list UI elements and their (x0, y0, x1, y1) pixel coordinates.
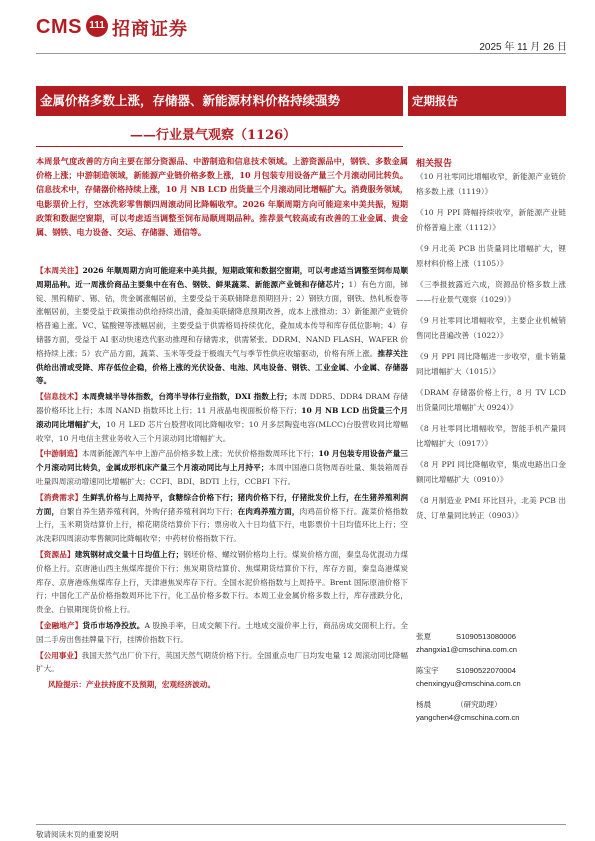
section-text: 我国天然气出厂价下行，英国天然气期货价格下行。全国重点电厂日均发电量 12 周滚动同比降幅扩大。 (36, 650, 408, 674)
section-text-2: 肉鸡苗价格下行。蔬菜价格指数上行，玉米期货结算价上行，棉花期货结算价下行；票房收入十日均值下行，电影票价十日均值环比上行；空冰洗彩四周滚动零售额同比降幅收窄；中药材价格指数下行。 (36, 506, 409, 544)
section-utilities (36, 649, 408, 677)
analyst-name: 陈宝宇 (416, 666, 439, 675)
section-it (36, 390, 408, 445)
section-text: 钢坯价格、螺纹钢价格均上行。煤炭价格方面，秦皇岛优混动力煤价格上行。京唐港山西主焦煤库提价下行；焦炭期货结算价、焦煤期货结算价下行，库存方面，秦皇岛港煤炭库存、京唐港炼焦煤库存上行，天津港焦炭库存下行。全国水泥价格指数与上周持平。Brent 国际原油价格下行；中国化工产品价格指数周环比下行，化工品价格多数下行。本周工业金属价格多数上行，库存涨跌分化，贵金、白银期现货价格上行。 (36, 549, 409, 615)
section-bold: 生鲜乳价格与上周持平，食糖综合价格下行；猪肉价格下行，仔猪批发价上行，在生猪养殖利润方面， (36, 492, 409, 516)
section-text: 本周新能源汽车中上游产品价格多数上涨；光伏价格指数周环比下行； (81, 449, 319, 459)
section-text: A 股换手率，日成交额下行。土地成交溢价率上行，商品房成交面积上行。全国二手房出售挂牌量下行，挂牌价指数下行。 (36, 620, 409, 644)
section-tag: 【消费需求】 (36, 492, 83, 502)
related-report-link[interactable]: 《9 月北美 PCB 出货量同比增幅扩大，锂原材料价格上涨（1105）》 (416, 244, 566, 268)
section-bold: 2026 年顺周期方向可能迎来中美共振，短期政策和数据空窗期，可以考虑适当调整至饲布局顺周期品种。近一周涨价商品主要集中在有色、钢铁、鲜果蔬菜、新能源产业链和存储芯片； (36, 266, 409, 289)
section-tag: 【信息技术】 (36, 392, 82, 402)
report-body (36, 264, 408, 694)
report-type: 定期报告 (408, 86, 566, 116)
analyst-cert: （研究助理） (456, 700, 502, 709)
summary-paragraph: 本周景气度改善的方向主要在部分资源品、中游制造和信息技术领域。上游资源品中，钢铁、多数金属价格上涨；中游制造领域，新能源产业链价格多数上涨，10 月包装专用设备产量三个月滚动同比转负。信息技术中，存储器价格持续上涨，10 月 NB LCD 出货量三个月滚动同比增幅扩大。消费服务领域，电影票价上行，空冰洗彩零售额四周滚动同比降幅收窄。2026 年顺周期方向可能迎来中美共振，短期政策和数据空窗期，可以考虑适当调整至饲布局顺周期品种。推荐景气较高或有改善的工业金属、贵金属、钢铁、电力设备、交运、存储器、通信等。 (36, 156, 408, 238)
report-date: 2025 年 11 月 26 日 (479, 42, 567, 53)
related-report-link[interactable]: 《8 月 PPI 同比降幅收窄，集成电路出口金额同比增幅扩大（0910）》 (416, 460, 566, 484)
section-tag: 【金融地产】 (36, 620, 83, 630)
related-report-link[interactable]: 《8 月制造业 PMI 环比回升，北美 PCB 出货、订单量同比转正（0903）》 (416, 496, 566, 520)
logo-chinese-name: 招商证券 (112, 19, 188, 40)
related-report-link[interactable]: 《9 月社零同比增幅收窄，主要企业机械销售同比普遍改善（1022）》 (416, 316, 566, 340)
analyst-email[interactable]: yangchen4@cmschina.com.cn (416, 713, 520, 722)
section-consumer (36, 491, 408, 546)
section-text-2: 本周中国港口货物周吞吐量、集装箱周吞吐量四周滚动增速同比增幅扩大；CCFI、BDI、BDTI 上行，CCBFI 下行。 (36, 463, 408, 486)
section-bold-2: 10 月包装专用设备产量三个月滚动同比转负，金属成形机床产量三个月滚动同比与上月持平； (36, 449, 409, 473)
analyst-name: 杨晨 (416, 700, 432, 709)
footer-disclaimer: 敬请阅读末页的重要说明 (36, 830, 119, 839)
section-bold-2: 在肉鸡养殖方面， (237, 506, 300, 516)
analyst-email[interactable]: zhangxia1@cmschina.com.cn (416, 645, 517, 654)
section-tag: 【公用事业】 (36, 650, 82, 660)
related-report-link[interactable]: 《9 月 PPI 同比降幅进一步收窄，重卡销量同比增幅扩大（1015）》 (416, 352, 566, 376)
section-focus (36, 264, 408, 388)
subtitle-divider (36, 146, 403, 147)
section-tag: 【资源品】 (36, 549, 75, 559)
related-report-link[interactable]: 《DRAM 存储器价格上行，8 月 TV LCD 出货量同比增幅扩大 0924）》 (416, 388, 566, 412)
analyst-cert: S1090513080006 (456, 632, 516, 641)
section-bold-2: 10 月 NB LCD 出货量三个月滚动同比增幅扩大， (36, 405, 408, 429)
section-resources (36, 548, 408, 617)
footer-divider (36, 824, 566, 825)
section-finance (36, 619, 408, 647)
section-text: 本周 DDR5、DDR4 DRAM 存储器价格环比上行；本周 NAND 指数环比上行；11 月液晶电视面板价格下行； (36, 392, 408, 415)
related-report-link[interactable]: 《8 月社零同比增幅收窄，智能手机产量同比增幅扩大（0917）》 (416, 424, 566, 448)
logo-mark-icon: 111 (86, 15, 108, 37)
section-text-2: 10 月 LED 芯片台股营收同比降幅收窄；10 月多层陶瓷电容(MLCC)台股营收同比增幅收窄，10 月电信主营业务收入三个月滚动同比增幅扩大。 (36, 419, 409, 443)
analyst-row (416, 664, 566, 677)
header-divider (36, 53, 566, 54)
related-reports-title: 相关报告 (416, 159, 453, 169)
section-bold: 本周费城半导体指数，台湾半导体行业指数，DXI 指数上行； (81, 392, 292, 402)
analyst-cert: S1090522070004 (456, 666, 516, 675)
risk-warning: 风险提示：产业扶持度不及预期，宏观经济波动。 (48, 680, 216, 690)
section-bold-2: 推荐关注供给出清或受降、库存低位企稳，价格上涨的光伏设备、电池、风电设备、钢铁、工业金属、小金属、存储器等。 (36, 348, 408, 386)
related-report-link[interactable]: 《10 月 PPI 降幅持续收窄，新能源产业链价格普遍上涨（1112）》 (416, 208, 566, 232)
analyst-block (416, 630, 566, 732)
analyst-row (416, 630, 566, 643)
section-midstream (36, 447, 408, 488)
report-title: 金属价格多数上涨，存储器、新能源材料价格持续强势 (36, 86, 403, 116)
section-text: 1）有色方面，锑锭、黑钨精矿、锡、钴，贵金属涨幅居前，主要受益于美联储降息预期回升；2）钢铁方面，钢铁、热轧板卷等涨幅居前，主要受益于政策推动供给持续出清，叠加美联储降息预期改善，成本上涨推动；3）新能源产业链价格普遍上涨。VC、锰酸锂等涨幅居前，主要受益于供需格局持续优化，叠加成本传导和库存低位影响；4）存储器方面，受益于 AI 驱动快速迭代驱动推理和存储需求，供需紧张。DDRM、NAND FLASH、WAFER 价格持续上涨；5）农产品方面，蔬菜、玉米等受益于极端天气与季节性供应收缩驱动，价格有所上涨。 (36, 279, 408, 358)
section-tag: 【本周关注】 (36, 266, 83, 275)
logo-cms: CMS (36, 16, 82, 38)
related-reports-list (416, 170, 566, 530)
related-report-link[interactable]: 《三季报披露近六成，资源品价格多数上涨——行业景气观察（1029）》 (416, 280, 566, 304)
section-bold: 货币市场净投放。 (82, 620, 145, 630)
analyst-row (416, 698, 566, 711)
section-tag: 【中游制造】 (36, 449, 82, 459)
analyst-name: 张夏 (416, 632, 432, 641)
section-text: 自繁自养生猪养殖利润，外购仔猪养殖利润均下行； (59, 506, 238, 516)
analyst-email[interactable]: chenxingyu@cmschina.com.cn (416, 679, 521, 688)
report-subtitle: ——行业景气观察（1126） (130, 128, 297, 143)
section-bold: 建筑钢材成交量十日均值上行； (74, 549, 184, 559)
related-report-link[interactable]: 《10 月社零同比增幅收窄，新能源产业链价格多数上涨（1119）》 (416, 172, 566, 196)
